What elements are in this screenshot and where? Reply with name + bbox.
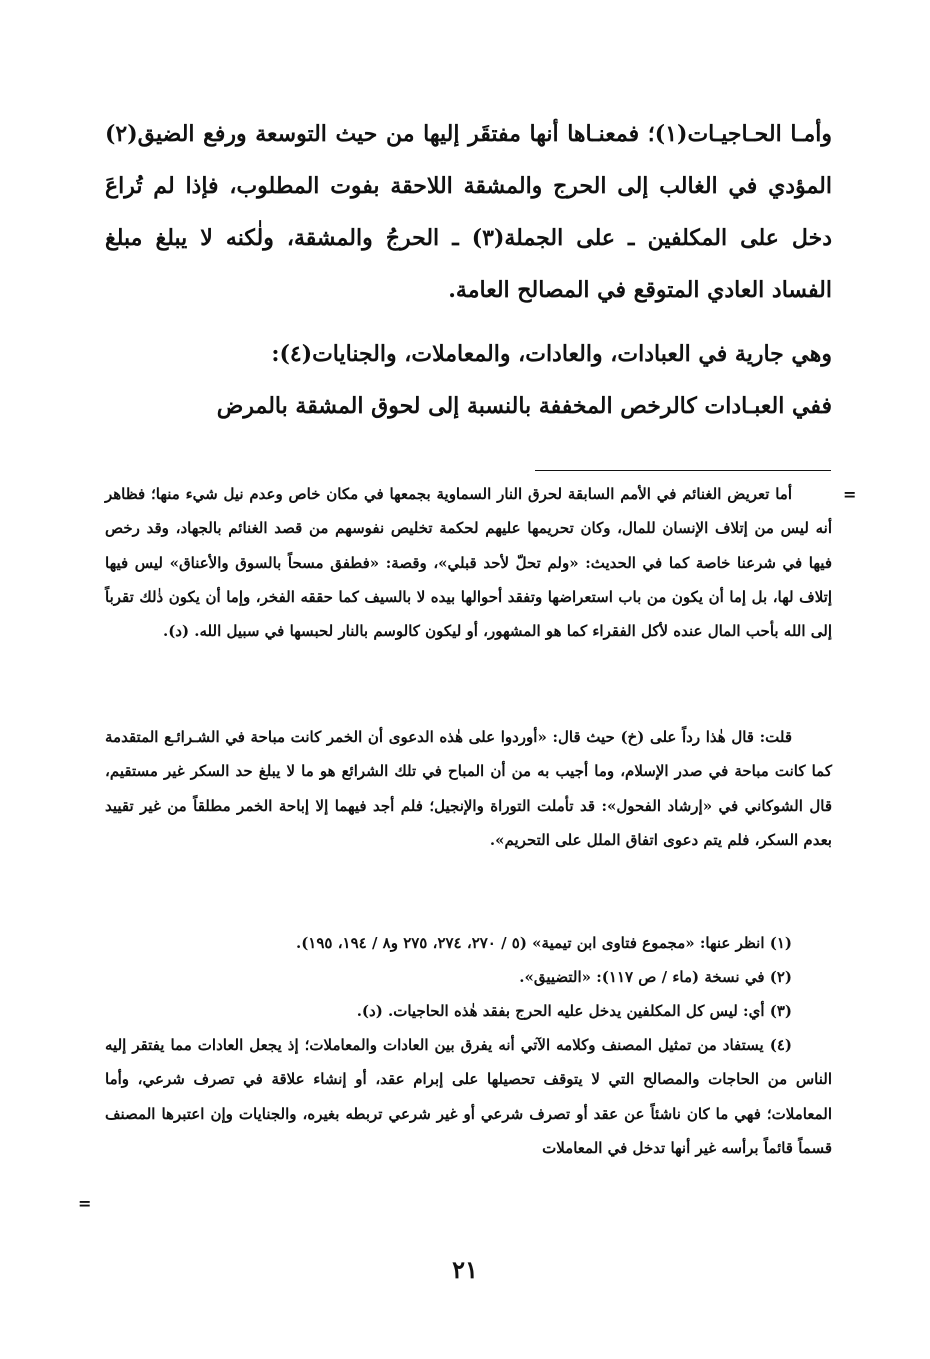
ibadat-example: كالرخص المخففة بالنسبة إلى لحوق المشقة بالمرض — [216, 393, 705, 419]
footnote-4-text: (٤) يستفاد من تمثيل المصنف وكلامه الآتي أنه يفرق بين العادات والمعاملات؛ إذ يجعل العادات مما يفتقر إليه الناس من الحاجات والمصالح التي لا يتوقف تحصيلها على إبرام عقد، أو إنشاء علاقة في تصرف شرعي، وأما المعاملات؛ فهي ما كان ناشئاً عن عقد أو تصرف شرعي أو غير شرعي تربطه بغيره، والجنايات وإن اعتبرها المصنف قسماً قائماً برأسه غير أنها تدخل في المعاملات — [105, 1036, 832, 1157]
footnote-continued-text: أما تعريض الغنائم في الأمم السابقة لحرق النار السماوية بجمعها في مكان خاص وعدم نيل شيء منها؛ فظاهر أنه ليس من إتلاف الإنسان للمال، وكان تحريمها عليهم لحكمة تخليص نفوسهم من قصد الغنائم بالجهاد، وقد رخص فيها في شرعنا خاصة كما في الحديث: «ولم تحلّ لأحد قبلي»، وقصة: «فطفق مسحاً بالسوق والأعناق» ليس فيها إتلاف لها، بل إما أن يكون من باب استعراضها وتفقد أحوالها بيده لا بالسيف كما حققه الفخر، وإما أن يكون ذٰلك تقرباً إلى الله بأحب المال عنده لأكل الفقراء كما هو المشهور، أو ليكون كالوسم بالنار لحبسها في سبيل الله. (د). — [105, 485, 832, 641]
main-text — [105, 108, 832, 430]
footnote-2-text: (٢) في نسخة (ماء / ص ١١٧): «التضييق». — [519, 968, 792, 986]
continuation-marker-start: = — [843, 485, 857, 504]
term-hajiyat: وأمـا الحـاجيـات — [687, 121, 832, 147]
footnote-3-text: (٣) أي: ليس كل المكلفين يدخل عليه الحرج بفقد هٰذه الحاجيات. (د). — [356, 1002, 792, 1020]
footnote-1 — [105, 926, 832, 960]
section-heading: وهي جارية في العبادات، والعادات، والمعاملات، والجنايات(٤): — [271, 341, 832, 367]
main-paragraph-hajiyat — [105, 108, 832, 316]
footnote-qultu-text: قلت: قال هٰذا رداً على (خ) حيث قال: «أوردوا على هٰذه الدعوى أن الخمر كانت مباحة في الشـرائـع المتقدمة كما كانت مباحة في صدر الإسلام، وما أجيب به من أن المباح في تلك الشرائع هو ما لا يبلغ حد السكر غير مستقيم، قال الشوكاني في «إرشاد الفحول»: قد تأملت التوراة والإنجيل؛ فلم أجد فيهما إلا إباحة الخمر مطلقاً من غير تقييد بعدم السكر، فلم يتم دعوى اتفاق الملل على التحريم». — [105, 728, 832, 849]
page-number: ٢١ — [452, 1255, 478, 1284]
footnote-3 — [105, 994, 832, 1028]
footnote-4 — [105, 1028, 832, 1165]
footnote-separator — [535, 470, 831, 471]
term-ibadat: ففي العبـادات — [704, 393, 832, 419]
hajiyat-definition: (١)؛ فمعنـاها أنها مفتقَر إليها من حيث التوسعة ورفع الضيق(٢) المؤدي في الغالب إلى الحرج والمشقة اللاحقة بفوت المطلوب، فإذا لم تُراعَ دخل على المكلفين ـ على الجملة(٣) ـ الحرجُ والمشقة، ولٰكنه لا يبلغ مبلغ الفساد العادي المتوقع في المصالح العامة. — [105, 121, 832, 303]
footnote-qultu — [105, 720, 832, 857]
footnote-continued — [105, 477, 832, 648]
footnote-2 — [105, 960, 832, 994]
main-paragraph-ibadat — [105, 382, 832, 430]
continuation-marker-end: = — [78, 1194, 92, 1213]
footnote-1-text: (١) انظر عنها: «مجموع فتاوى ابن تيمية» (٥ / ٢٧٠، ٢٧٤، ٢٧٥ و٨ / ١٩٤، ١٩٥). — [295, 934, 792, 952]
